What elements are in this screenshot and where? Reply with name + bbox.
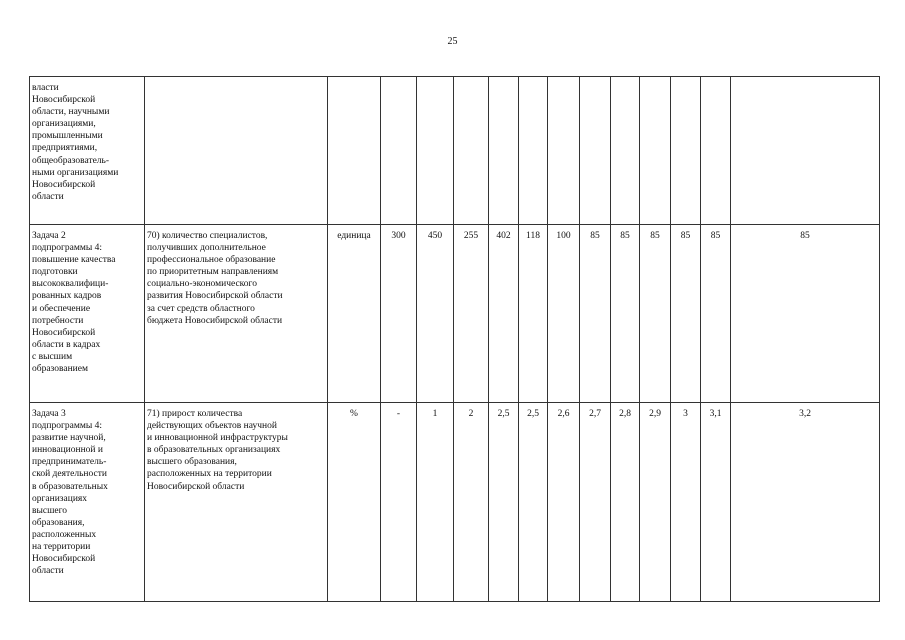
value-cell: 255 xyxy=(454,225,489,403)
value-cell: 300 xyxy=(381,225,417,403)
value-cell: 118 xyxy=(519,225,548,403)
value-cell xyxy=(701,77,731,225)
value-cell xyxy=(671,77,701,225)
value-cell xyxy=(731,77,880,225)
table-row xyxy=(30,225,880,403)
task-cell: Задача 3 подпрограммы 4: развитие научной, инновационной и предприниматель- ской деятельности в образовательных организациях высшего образования, расположенных на территории Новосибирской области xyxy=(30,403,145,602)
value-cell: 85 xyxy=(580,225,611,403)
value-cell: 3,1 xyxy=(701,403,731,602)
page-number: 25 xyxy=(447,36,458,47)
value-cell xyxy=(381,77,417,225)
value-cell xyxy=(611,77,640,225)
indicators-table xyxy=(29,76,880,602)
value-cell: 85 xyxy=(731,225,880,403)
task-cell: власти Новосибирской области, научными организациями, промышленными предприятиями, общеобразователь- ными организациями Новосибирской области xyxy=(30,77,145,225)
unit-cell: единица xyxy=(328,225,381,403)
value-cell: 402 xyxy=(489,225,519,403)
value-cell: 100 xyxy=(548,225,580,403)
value-cell xyxy=(580,77,611,225)
value-cell xyxy=(489,77,519,225)
value-cell: 1 xyxy=(417,403,454,602)
value-cell: 85 xyxy=(640,225,671,403)
value-cell: 2,8 xyxy=(611,403,640,602)
value-cell: 2,5 xyxy=(519,403,548,602)
value-cell: 2,6 xyxy=(548,403,580,602)
unit-cell: % xyxy=(328,403,381,602)
value-cell: 85 xyxy=(611,225,640,403)
table-row xyxy=(30,77,880,225)
value-cell: 2 xyxy=(454,403,489,602)
value-cell xyxy=(548,77,580,225)
value-cell: 2,7 xyxy=(580,403,611,602)
value-cell xyxy=(640,77,671,225)
value-cell: 3 xyxy=(671,403,701,602)
value-cell: 85 xyxy=(671,225,701,403)
value-cell xyxy=(417,77,454,225)
value-cell: 2,5 xyxy=(489,403,519,602)
task-cell: Задача 2 подпрограммы 4: повышение качества подготовки высококвалифици- рованных кадров и обеспечение потребности Новосибирской области в кадрах с высшим образованием xyxy=(30,225,145,403)
value-cell: 3,2 xyxy=(731,403,880,602)
value-cell: 2,9 xyxy=(640,403,671,602)
value-cell: 85 xyxy=(701,225,731,403)
table-row xyxy=(30,403,880,602)
value-cell: 450 xyxy=(417,225,454,403)
indicator-cell xyxy=(145,77,328,225)
value-cell: - xyxy=(381,403,417,602)
indicator-cell: 70) количество специалистов, получивших дополнительное профессиональное образование по приоритетным направлениям социально-экономического развития Новосибирской области за счет средств областного бюджета Новосибирской области xyxy=(145,225,328,403)
value-cell xyxy=(454,77,489,225)
value-cell xyxy=(519,77,548,225)
indicator-cell: 71) прирост количества действующих объектов научной и инновационной инфраструктуры в образовательных организациях высшего образования, расположенных на территории Новосибирской области xyxy=(145,403,328,602)
unit-cell xyxy=(328,77,381,225)
